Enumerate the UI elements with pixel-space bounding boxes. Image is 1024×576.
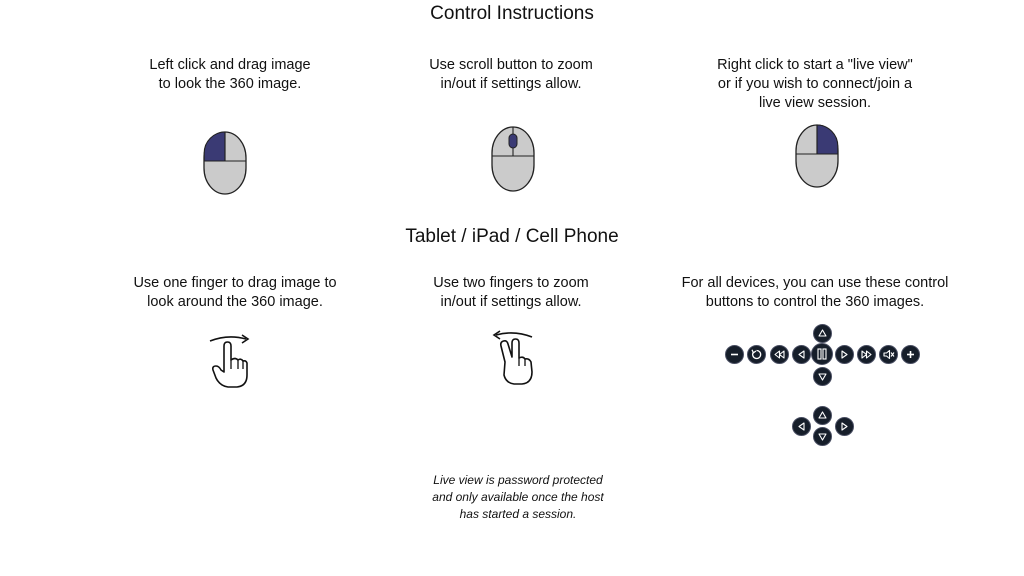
rewind-button[interactable] [770, 345, 789, 364]
touch-devices-title: Tablet / iPad / Cell Phone [405, 226, 619, 247]
mute-button[interactable] [879, 345, 898, 364]
two-finger-caption: Use two fingers to zoom in/out if settings allow. [433, 275, 589, 310]
right-click-caption: Right click to start a "live view" or if you wish to connect/join a live view session. [717, 57, 913, 111]
two-finger-swipe-icon [488, 328, 540, 388]
control-buttons-caption: For all devices, you can use these control buttons to control the 360 images. [681, 275, 949, 310]
dpad-left-button[interactable] [792, 417, 811, 436]
mouse-right-click-icon [795, 124, 839, 188]
live-view-note: Live view is password protected and only available once the host has started a session. [432, 473, 604, 521]
dpad-down-button[interactable] [813, 427, 832, 446]
mouse-left-click-icon [203, 131, 247, 195]
zoom-out-button[interactable] [725, 345, 744, 364]
look-down-button[interactable] [813, 367, 832, 386]
left-drag-caption: Left click and drag image to look the 360 image. [149, 57, 311, 92]
mouse-scroll-icon [491, 126, 535, 192]
control-instructions-title: Control Instructions [430, 3, 594, 24]
pause-button[interactable] [811, 343, 833, 365]
one-finger-swipe-icon [206, 332, 254, 390]
step-right-button[interactable] [835, 345, 854, 364]
reset-button[interactable] [747, 345, 766, 364]
scroll-zoom-caption: Use scroll button to zoom in/out if settings allow. [429, 57, 593, 92]
step-left-button[interactable] [792, 345, 811, 364]
dpad-up-button[interactable] [813, 406, 832, 425]
zoom-in-button[interactable] [901, 345, 920, 364]
look-up-button[interactable] [813, 324, 832, 343]
dpad-right-button[interactable] [835, 417, 854, 436]
one-finger-caption: Use one finger to drag image to look around the 360 image. [133, 275, 337, 310]
fast-forward-button[interactable] [857, 345, 876, 364]
